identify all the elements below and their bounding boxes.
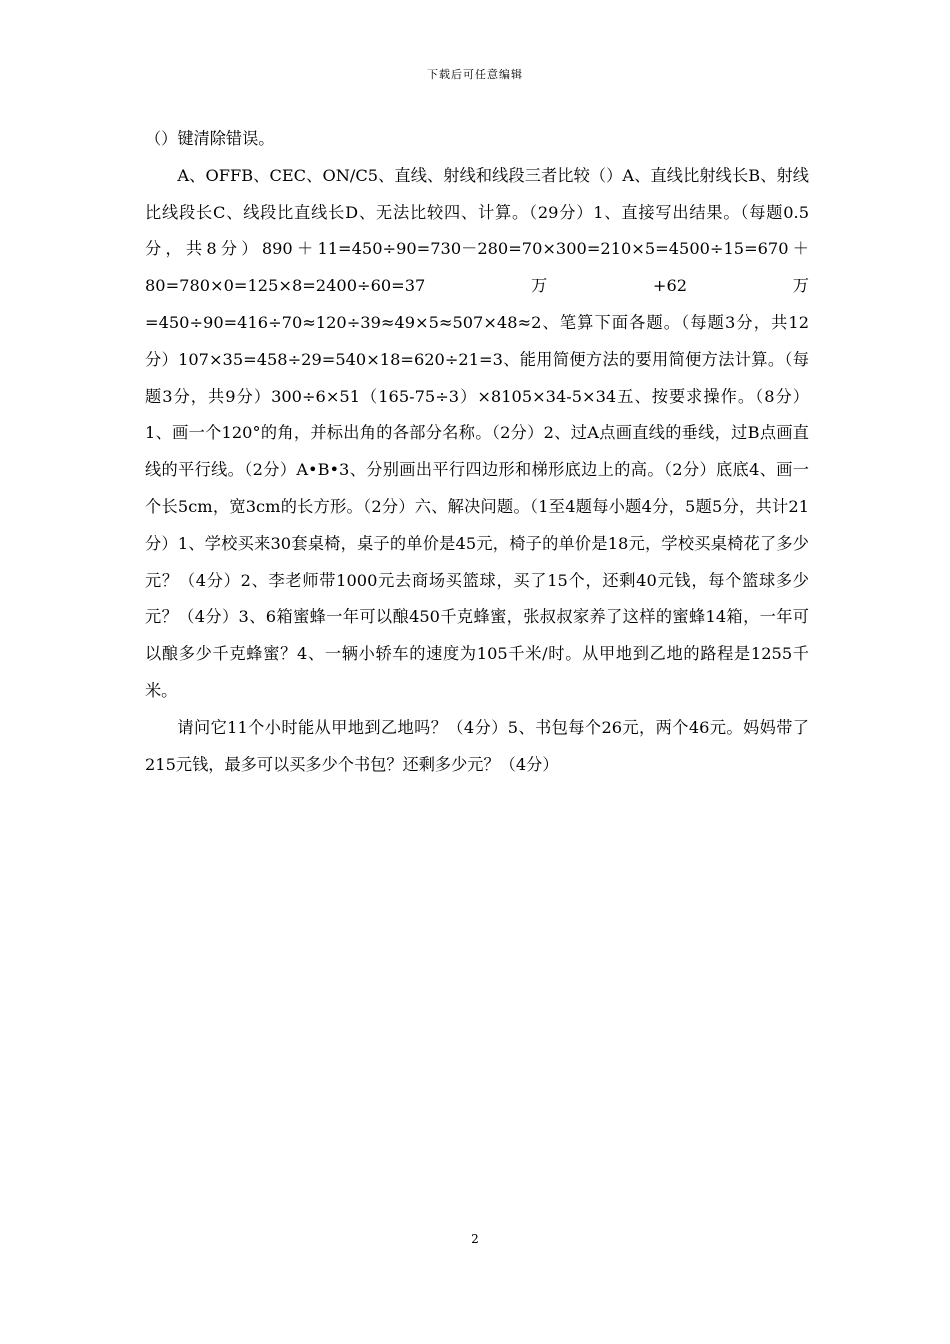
paragraph-2: A、OFFB、CEC、ON/C5、直线、射线和线段三者比较（）A、直线比射线长B、射线比线段长C、线段比直线长D、无法比较四、计算。（29分）1、直接写出结果。（每题0.5分，共8分）890＋11=450÷90=730－280=70×300=210×5=4500÷15=670＋80=780×0=125×8=2400÷60=37万+62万=450÷90=416÷70≈120÷39≈49×5≈507×48≈2、笔算下面各题。（每题3分，共12分）107×35=458÷29=540×18=620÷21=3、能用简便方法的要用简便方法计算。（每题3分，共9分）300÷6×51（165-75÷3）×8105×34-5×34五、按要求操作。（8分）1、画一个120°的角，并标出角的各部分名称。（2分）2、过A点画直线的垂线，过B点画直线的平行线。（2分）A•B•3、分别画出平行四边形和梯形底边上的高。（2分）底底4、画一个长5cm，宽3cm的长方形。（2分）六、解决问题。（1至4题每小题4分，5题5分，共计21分）1、学校买来30套桌椅，桌子的单价是45元，椅子的单价是18元，学校买桌椅花了多少元？（4分）2、李老师带1000元去商场买篮球，买了15个，还剩40元钱，每个篮球多少元？（4分）3、6箱蜜蜂一年可以酿450千克蜂蜜，张叔叔家养了这样的蜜蜂14箱，一年可以酿多少千克蜂蜜？4、一辆小轿车的速度为105千米/时。从甲地到乙地的路程是1255千米。 (145, 165, 809, 700)
document-body (145, 121, 809, 783)
paragraph-1: （）键清除错误。 (145, 129, 275, 148)
page-header: 下载后可任意编辑 (427, 68, 523, 81)
paragraph-3: 请问它11个小时能从甲地到乙地吗？（4分）5、书包每个26元，两个46元。妈妈带了215元钱，最多可以买多少个书包？还剩多少元？（4分） (145, 717, 809, 774)
page-number: 2 (471, 1232, 479, 1246)
